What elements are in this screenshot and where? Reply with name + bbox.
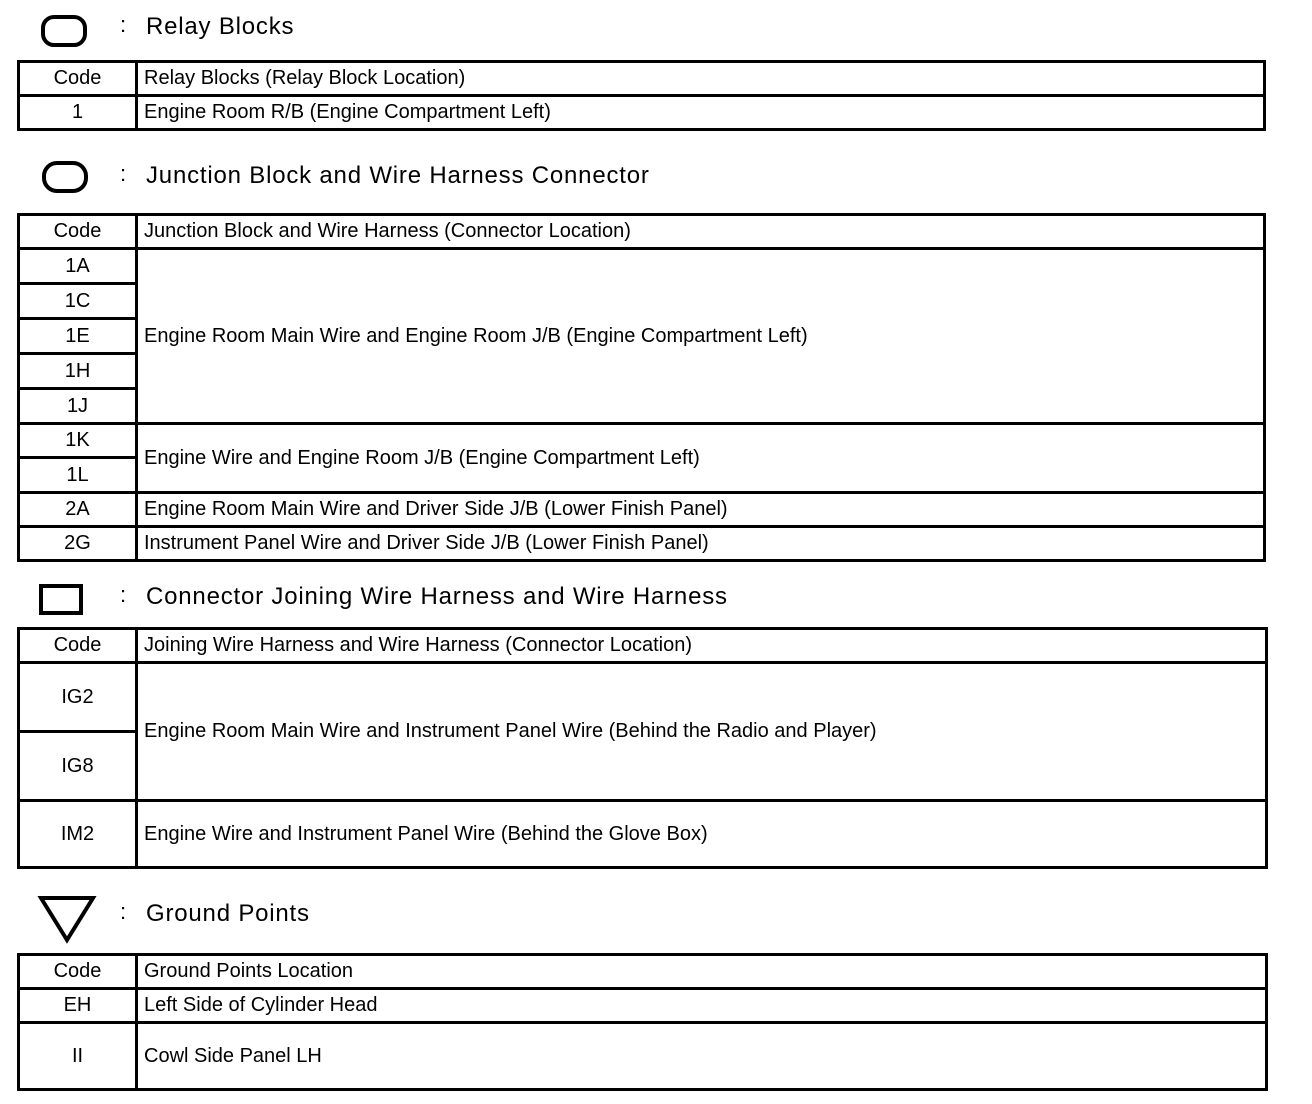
table-row [19,249,1265,284]
section-title: Junction Block and Wire Harness Connector [146,162,650,189]
header-desc: Relay Blocks (Relay Block Location) [137,62,1265,96]
colon: : [120,12,127,37]
table-row [19,424,1265,458]
table-row [19,493,1265,527]
table-row [19,1023,1267,1090]
row-desc: Cowl Side Panel LH [137,1023,1267,1090]
row-desc: Engine Wire and Engine Room J/B (Engine Compartment Left) [137,424,1265,493]
table-header-row [19,62,1265,96]
table-row [19,989,1267,1023]
header-desc: Joining Wire Harness and Wire Harness (Connector Location) [137,629,1267,663]
row-code: IG2 [19,663,137,732]
row-code: 2G [19,527,137,561]
down-triangle-icon [36,893,98,945]
row-desc: Engine Room R/B (Engine Compartment Left) [137,96,1265,130]
table-row [19,96,1265,130]
colon: : [120,899,127,924]
table-row [19,663,1267,732]
row-code: IM2 [19,801,137,868]
section-title: Relay Blocks [146,13,295,40]
junction-block-heading [0,155,1312,199]
colon: : [120,582,127,607]
header-desc: Ground Points Location [137,955,1267,989]
row-code: 1 [19,96,137,130]
section-title: Ground Points [146,900,310,927]
rounded-oval-icon [40,159,92,195]
row-code: II [19,1023,137,1090]
ground-points-heading [0,893,1312,937]
table-row [19,801,1267,868]
row-desc: Engine Wire and Instrument Panel Wire (Behind the Glove Box) [137,801,1267,868]
section-title: Connector Joining Wire Harness and Wire Harness [146,583,728,610]
row-code: 1H [19,354,137,389]
row-code: 1E [19,319,137,354]
table-header-row [19,955,1267,989]
row-code: IG8 [19,732,137,801]
row-code: 2A [19,493,137,527]
rounded-rectangle-icon [40,14,90,48]
row-code: 1A [19,249,137,284]
header-code: Code [19,215,137,249]
table-header-row [19,215,1265,249]
relay-blocks-heading [0,6,1312,50]
row-code: 1K [19,424,137,458]
row-desc: Engine Room Main Wire and Instrument Panel Wire (Behind the Radio and Player) [137,663,1267,801]
row-desc: Engine Room Main Wire and Engine Room J/B (Engine Compartment Left) [137,249,1265,424]
ground-points-table [17,953,1268,1091]
header-desc: Junction Block and Wire Harness (Connector Location) [137,215,1265,249]
row-code: 1L [19,458,137,493]
table-row [19,527,1265,561]
row-desc: Instrument Panel Wire and Driver Side J/B (Lower Finish Panel) [137,527,1265,561]
header-code: Code [19,955,137,989]
junction-block-table [17,213,1266,562]
connector-joining-table [17,627,1268,869]
header-code: Code [19,629,137,663]
row-desc: Engine Room Main Wire and Driver Side J/B (Lower Finish Panel) [137,493,1265,527]
table-header-row [19,629,1267,663]
square-rectangle-icon [37,582,87,618]
connector-joining-heading [0,576,1312,620]
colon: : [120,161,127,186]
header-code: Code [19,62,137,96]
row-code: 1C [19,284,137,319]
row-code: EH [19,989,137,1023]
row-desc: Left Side of Cylinder Head [137,989,1267,1023]
relay-blocks-table [17,60,1266,131]
row-code: 1J [19,389,137,424]
